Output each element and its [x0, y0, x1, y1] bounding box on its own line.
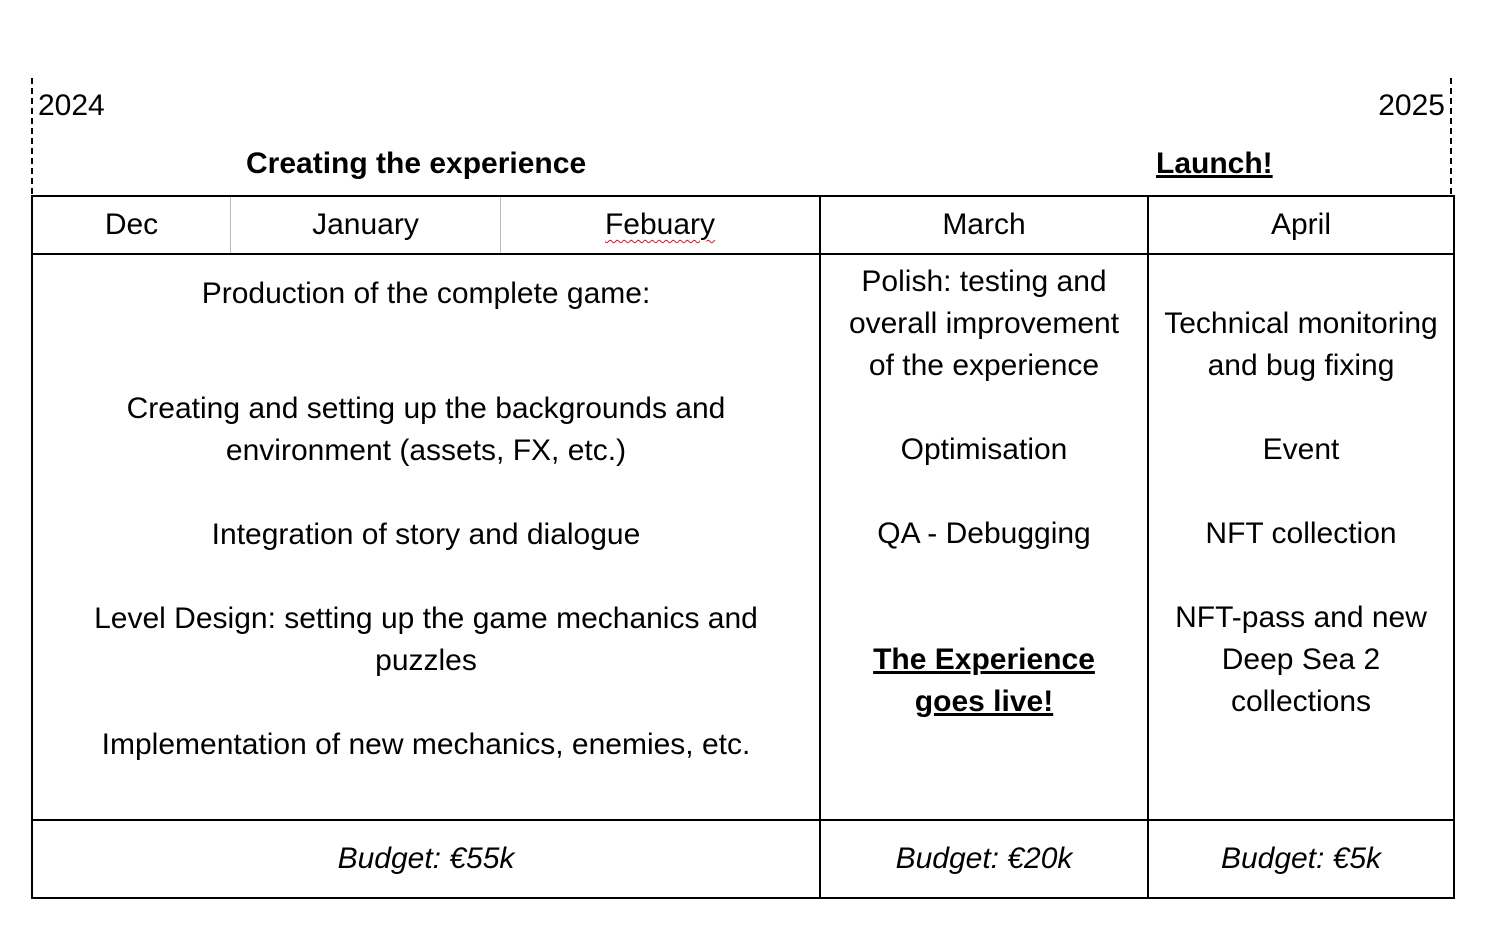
- budget-april: Budget: €5k: [1148, 820, 1454, 898]
- month-mar: March: [820, 196, 1148, 254]
- april-monitoring: Technical monitoring and bug fixing: [1164, 307, 1438, 382]
- april-nft-collection: NFT collection: [1205, 517, 1397, 550]
- production-item-story: Integration of story and dialogue: [211, 518, 641, 551]
- month-jan: January: [230, 197, 500, 253]
- month-feb: [500, 197, 819, 253]
- march-optimisation: Optimisation: [900, 433, 1068, 466]
- content-row: [32, 254, 1454, 820]
- production-item-level-design: Level Design: setting up the game mechanics and puzzles: [94, 602, 758, 677]
- phase-launch-heading: Launch!: [1156, 147, 1273, 180]
- months-row: [32, 196, 1454, 254]
- budget-production: Budget: €55k: [32, 820, 820, 898]
- march-qa: QA - Debugging: [877, 517, 1091, 550]
- timeline-dashed-marker-left: [31, 78, 33, 194]
- march-polish: Polish: testing and overall improvement of the experience: [848, 265, 1120, 382]
- timeline-dashed-marker-right: [1450, 78, 1452, 194]
- roadmap-table: [31, 195, 1455, 899]
- april-nft-pass: NFT-pass and new Deep Sea 2 collections: [1175, 601, 1427, 718]
- production-item-mechanics: Implementation of new mechanics, enemies, etc.: [101, 728, 751, 761]
- year-start: 2024: [38, 89, 105, 122]
- month-feb-label: Febuary: [604, 208, 716, 241]
- march-cell: [820, 254, 1148, 820]
- experience-live-label: The Experience goes live!: [873, 643, 1095, 718]
- budget-march: Budget: €20k: [820, 820, 1148, 898]
- production-heading: Production of the complete game:: [201, 277, 651, 310]
- production-months-cell: [32, 196, 820, 254]
- april-cell: [1148, 254, 1454, 820]
- april-event: Event: [1262, 433, 1340, 466]
- month-apr: April: [1148, 196, 1454, 254]
- month-dec: Dec: [104, 208, 159, 241]
- production-item-backgrounds: Creating and setting up the backgrounds and environment (assets, FX, etc.): [126, 392, 726, 467]
- budget-row: [32, 820, 1454, 898]
- production-cell: [32, 254, 820, 820]
- phase-creating-heading: Creating the experience: [246, 147, 587, 180]
- year-end: 2025: [1378, 89, 1445, 122]
